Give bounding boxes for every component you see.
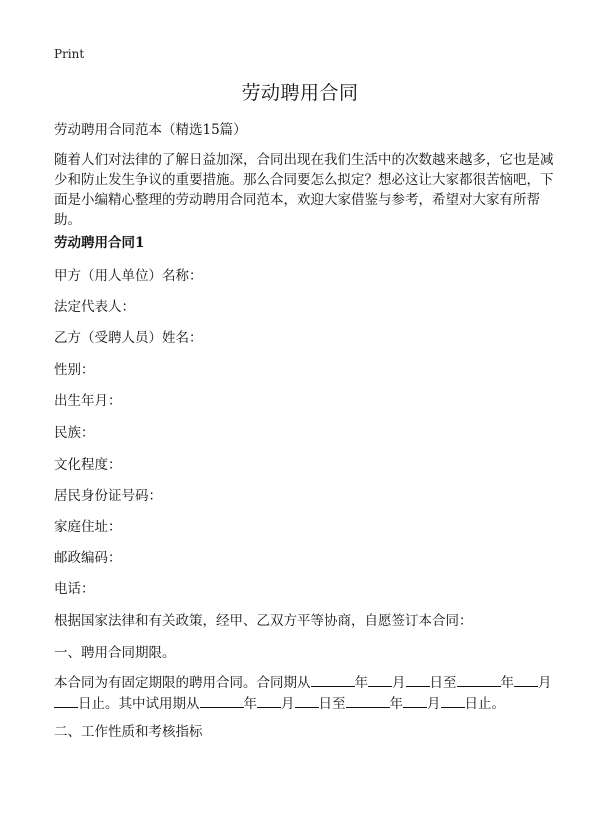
term-day-end-final: 日止。 xyxy=(464,696,505,712)
term-month: 月 xyxy=(281,696,295,712)
clause-2-heading: 二、工作性质和考核指标 xyxy=(54,724,203,740)
print-link[interactable]: Print xyxy=(54,47,85,61)
term-year: 年 xyxy=(354,675,368,691)
blank-end-day xyxy=(54,693,78,708)
term-year: 年 xyxy=(243,696,257,712)
term-prefix: 本合同为有固定期限的聘用合同。合同期从 xyxy=(54,675,311,691)
term-day-to: 日至 xyxy=(318,696,346,712)
term-year: 年 xyxy=(389,696,403,712)
field-employee-name: 乙方（受聘人员）姓名： xyxy=(54,330,203,346)
field-education: 文化程度： xyxy=(54,457,122,473)
document-title: 劳动聘用合同 xyxy=(241,82,359,104)
blank-start-year xyxy=(311,672,355,687)
blank-trial-start-year xyxy=(200,693,244,708)
blank-end-month xyxy=(514,672,538,687)
section-heading: 劳动聘用合同1 xyxy=(54,235,145,251)
clause-1-heading: 一、聘用合同期限。 xyxy=(54,645,176,661)
blank-trial-end-year xyxy=(346,693,390,708)
term-month: 月 xyxy=(538,675,552,691)
intro-paragraph: 随着人们对法律的了解日益加深，合同出现在我们生活中的次数越来越多，它也是减少和防止发生争议的重要措施。那么合同要怎么拟定？想必这让大家都很苦恼吧，下面是小编精心整理的劳动聘用合同范本，欢迎大家借鉴与参考，希望对大家有所帮助。 xyxy=(54,152,554,228)
term-day-end: 日止。其中试用期从 xyxy=(78,696,200,712)
term-month: 月 xyxy=(392,675,406,691)
field-gender: 性别： xyxy=(54,362,95,378)
field-home-address: 家庭住址： xyxy=(54,519,122,535)
field-legal-representative: 法定代表人： xyxy=(54,299,135,315)
field-phone: 电话： xyxy=(54,581,95,597)
term-day-to: 日至 xyxy=(429,675,457,691)
blank-trial-end-day xyxy=(441,693,465,708)
contract-term-paragraph xyxy=(54,672,556,714)
term-month: 月 xyxy=(427,696,441,712)
field-id-number: 居民身份证号码： xyxy=(54,488,162,504)
term-year: 年 xyxy=(500,675,514,691)
agreement-statement: 根据国家法律和有关政策，经甲、乙双方平等协商，自愿签订本合同： xyxy=(54,613,473,629)
field-employer-name: 甲方（用人单位）名称： xyxy=(54,268,203,284)
field-birth-date: 出生年月： xyxy=(54,393,122,409)
blank-start-month xyxy=(368,672,392,687)
blank-trial-end-month xyxy=(403,693,427,708)
document-subtitle: 劳动聘用合同范本（精选15篇） xyxy=(54,122,247,138)
field-postal-code: 邮政编码： xyxy=(54,550,122,566)
blank-start-day xyxy=(406,672,430,687)
field-ethnicity: 民族： xyxy=(54,425,95,441)
blank-end-year xyxy=(457,672,501,687)
blank-trial-start-month xyxy=(257,693,281,708)
blank-trial-start-day xyxy=(295,693,319,708)
